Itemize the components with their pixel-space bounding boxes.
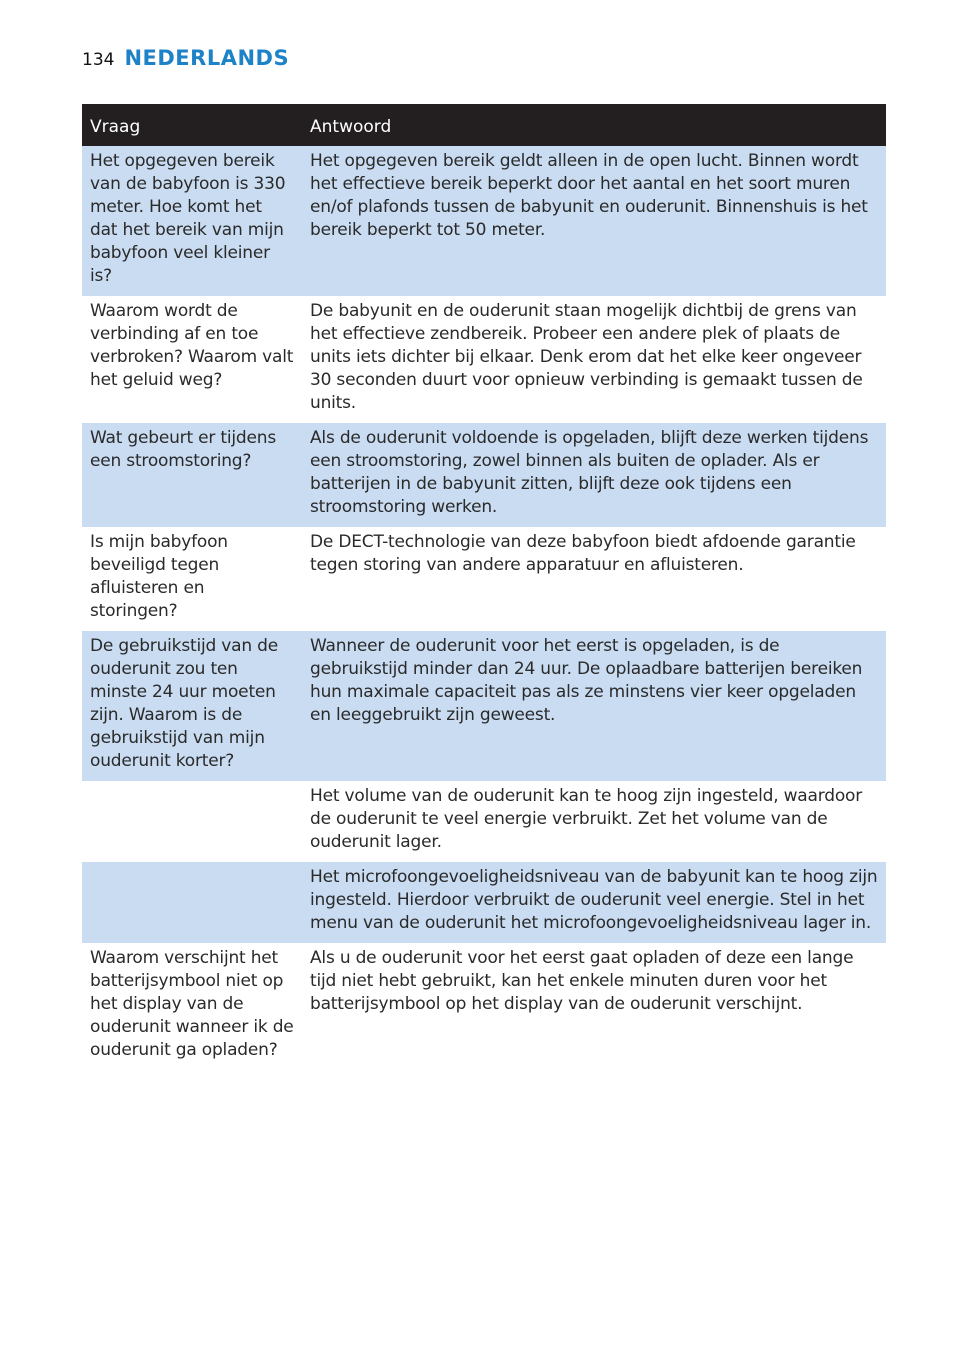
question-cell: Waarom verschijnt het batterijsymbool niet op het display van de ouderunit wanneer ik de ouderunit ga opladen? [82, 943, 302, 1070]
question-cell: Waarom wordt de verbinding af en toe verbroken? Waarom valt het geluid weg? [82, 296, 302, 423]
answer-cell: Het volume van de ouderunit kan te hoog zijn ingesteld, waardoor de ouderunit te veel energie verbruikt. Zet het volume van de ouderunit lager. [302, 781, 886, 862]
table-row [82, 943, 886, 1070]
table-row [82, 296, 886, 423]
answer-column-header: Antwoord [302, 104, 886, 146]
answer-cell: Als u de ouderunit voor het eerst gaat opladen of deze een lange tijd niet hebt gebruikt, kan het enkele minuten duren voor het batterijsymbool op het display van de ouderunit verschijnt. [302, 943, 886, 1070]
section-title: NEDERLANDS [124, 46, 290, 70]
question-cell: Is mijn babyfoon beveiligd tegen afluisteren en storingen? [82, 527, 302, 631]
answer-cell: De babyunit en de ouderunit staan mogelijk dichtbij de grens van het effectieve zendbereik. Probeer een andere plek of plaats de units iets dichter bij elkaar. Denk erom dat het elke keer ongeveer 30 seconden duurt voor opnieuw verbinding is gemaakt tussen de units. [302, 296, 886, 423]
table-row [82, 527, 886, 631]
question-cell [82, 781, 302, 862]
table-row [82, 423, 886, 527]
question-cell [82, 862, 302, 943]
answer-cell: Wanneer de ouderunit voor het eerst is opgeladen, is de gebruikstijd minder dan 24 uur. De oplaadbare batterijen bereiken hun maximale capaciteit pas als ze minstens vier keer opgeladen en leeggebruikt zijn geweest. [302, 631, 886, 781]
page-header [82, 46, 289, 70]
page-number: 134 [82, 50, 115, 70]
question-cell: Het opgegeven bereik van de babyfoon is 330 meter. Hoe komt het dat het bereik van mijn babyfoon veel kleiner is? [82, 146, 302, 296]
question-column-header: Vraag [82, 104, 302, 146]
table-row [82, 862, 886, 943]
faq-table [82, 104, 886, 1070]
answer-cell: Het microfoongevoeligheidsniveau van de babyunit kan te hoog zijn ingesteld. Hierdoor verbruikt de ouderunit veel energie. Stel in het menu van de ouderunit het microfoongevoeligheidsniveau lager in. [302, 862, 886, 943]
table-row [82, 781, 886, 862]
table-row [82, 146, 886, 296]
table-row [82, 631, 886, 781]
question-cell: Wat gebeurt er tijdens een stroomstoring? [82, 423, 302, 527]
table-header-row [82, 104, 886, 146]
answer-cell: Het opgegeven bereik geldt alleen in de open lucht. Binnen wordt het effectieve bereik beperkt door het aantal en het soort muren en/of plafonds tussen de babyunit en ouderunit. Binnenshuis is het bereik beperkt tot 50 meter. [302, 146, 886, 296]
answer-cell: Als de ouderunit voldoende is opgeladen, blijft deze werken tijdens een stroomstoring, zowel binnen als buiten de oplader. Als er batterijen in de babyunit zitten, blijft deze ook tijdens een stroomstoring werken. [302, 423, 886, 527]
question-cell: De gebruikstijd van de ouderunit zou ten minste 24 uur moeten zijn. Waarom is de gebruikstijd van mijn ouderunit korter? [82, 631, 302, 781]
answer-cell: De DECT-technologie van deze babyfoon biedt afdoende garantie tegen storing van andere apparatuur en afluisteren. [302, 527, 886, 631]
